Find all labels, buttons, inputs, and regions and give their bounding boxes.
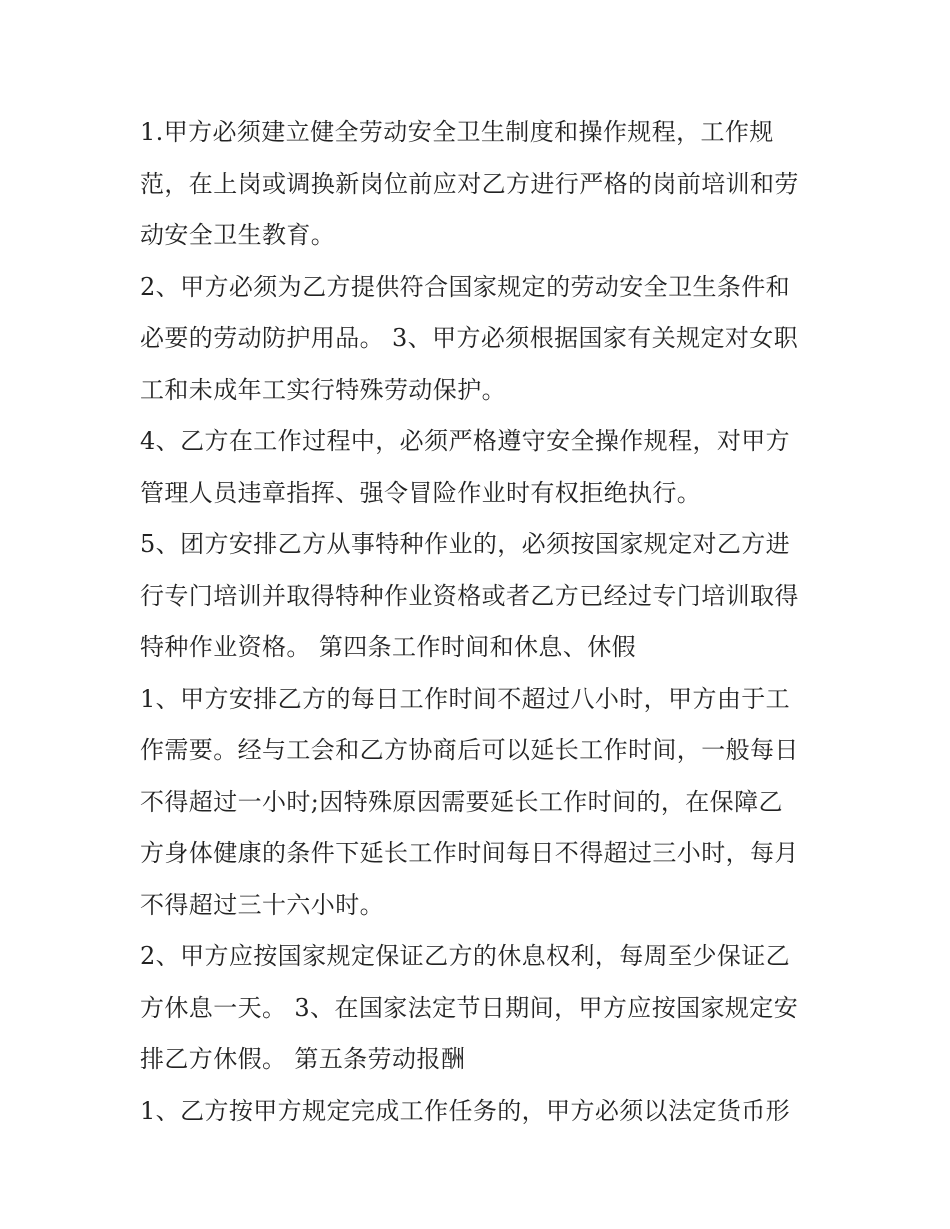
text-line: 1、乙方按甲方规定完成工作任务的，甲方必须以法定货币形 (140, 1096, 791, 1125)
text-line: 4、乙方在工作过程中，必须严格遵守安全操作规程，对甲方 (140, 427, 791, 455)
text-line: 范，在上岗或调换新岗位前应对乙方进行严格的岗前培训和劳 (140, 169, 799, 198)
text-line: 作需要。经与工会和乙方协商后可以延长工作时间，一般每日 (140, 736, 799, 764)
text-line: 1.甲方必须建立健全劳动安全卫生制度和操作规程，工作规 (140, 118, 774, 146)
text-line: 管理人员违章指挥、强令冒险作业时有权拒绝执行。 (140, 478, 702, 507)
text-line: 排乙方休假。 第五条劳动报酬 (140, 1045, 466, 1073)
text-line: 方休息一天。 3、在国家法定节日期间，甲方应按国家规定安 (140, 993, 799, 1022)
text-line: 5、团方安排乙方从事特种作业的，必须按国家规定对乙方进 (140, 530, 791, 558)
text-line: 不得超过一小时;因特殊原因需要延长工作时间的，在保障乙 (140, 787, 783, 816)
text-line: 动安全卫生教育。 (140, 221, 336, 249)
text-line: 特种作业资格。 第四条工作时间和休息、休假 (140, 633, 637, 661)
text-line: 方身体健康的条件下延长工作时间每日不得超过三小时，每月 (140, 839, 799, 867)
text-line: 2、甲方应按国家规定保证乙方的休息权利，每周至少保证乙 (140, 942, 791, 970)
text-line: 1、甲方安排乙方的每日工作时间不超过八小时，甲方由于工 (140, 684, 791, 713)
document-body (140, 107, 820, 1137)
text-line: 不得超过三十六小时。 (140, 890, 384, 919)
text-line: 工和未成年工实行特殊劳动保护。 (140, 375, 506, 404)
text-line: 2、甲方必须为乙方提供符合国家规定的劳动安全卫生条件和 (140, 272, 791, 301)
text-line: 行专门培训并取得特种作业资格或者乙方已经过专门培训取得 (140, 581, 799, 610)
text-line: 必要的劳动防护用品。 3、甲方必须根据国家有关规定对女职 (140, 324, 799, 352)
